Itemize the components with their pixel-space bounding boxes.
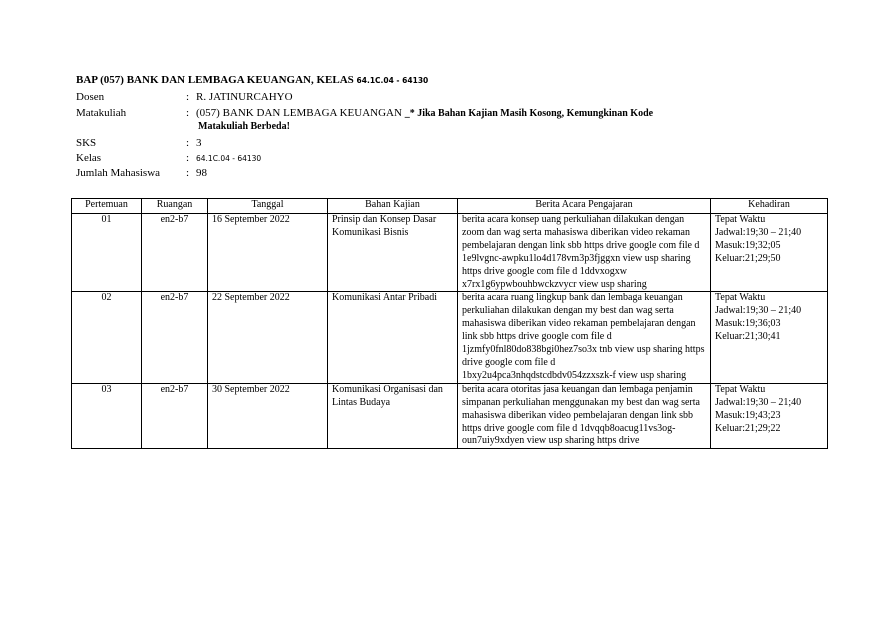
- field-label: Jumlah Mahasiswa: [76, 167, 161, 179]
- bap-table: [71, 198, 828, 449]
- table-row: [72, 292, 828, 383]
- field-value: 64.1C.04 - 64130: [196, 154, 262, 163]
- col-header-bahan-kajian: Bahan Kajian: [328, 199, 458, 214]
- title-class-code: 64.1C.04 - 64130: [356, 76, 429, 85]
- matakuliah-name: (057) BANK DAN LEMBAGA KEUANGAN: [196, 107, 402, 119]
- kehadiran-keluar: Keluar:21;29;50: [715, 252, 781, 264]
- field-colon: :: [186, 152, 190, 164]
- field-colon: :: [186, 137, 190, 149]
- col-header-ruangan: Ruangan: [142, 199, 208, 214]
- field-colon: :: [186, 91, 190, 103]
- cell-tanggal: 16 September 2022: [208, 214, 328, 292]
- kehadiran-status: Tepat Waktu: [715, 292, 766, 304]
- kehadiran-jadwal: Jadwal:19;30 – 21;40: [715, 396, 802, 408]
- col-header-berita-acara: Berita Acara Pengajaran: [458, 199, 711, 214]
- kehadiran-jadwal: Jadwal:19;30 – 21;40: [715, 305, 802, 317]
- cell-bahan-kajian: Prinsip dan Konsep Dasar Komunikasi Bisnis: [328, 214, 458, 292]
- kehadiran-masuk: Masuk:19;43;23: [715, 409, 781, 421]
- kehadiran-jadwal: Jadwal:19;30 – 21;40: [715, 226, 802, 238]
- col-header-kehadiran: Kehadiran: [711, 199, 828, 214]
- matakuliah-warning-cont: Matakuliah Berbeda!: [198, 121, 290, 132]
- kehadiran-masuk: Masuk:19;32;05: [715, 239, 781, 251]
- kehadiran-masuk: Masuk:19;36;03: [715, 318, 781, 330]
- table-row: [72, 383, 828, 449]
- field-value: 98: [196, 167, 207, 179]
- field-label: Dosen: [76, 91, 105, 103]
- table-row: [72, 214, 828, 292]
- cell-kehadiran: [711, 383, 828, 449]
- field-value: R. JATINURCAHYO: [196, 91, 293, 103]
- cell-ruangan: en2-b7: [142, 214, 208, 292]
- col-header-pertemuan: Pertemuan: [72, 199, 142, 214]
- field-label: SKS: [76, 137, 97, 149]
- cell-pertemuan: 01: [72, 214, 142, 292]
- cell-berita-acara: berita acara otoritas jasa keuangan dan lembaga penjamin simpanan perkuliahan menggunakan my best dan wag serta mahasiswa diberikan video pembelajaran dengan link sbb https drive google com file d 1dvqqb8oacug11vs3og-oun7uiy9xdyen view usp sharing https drive: [458, 383, 711, 449]
- cell-berita-acara: berita acara konsep uang perkuliahan dilakukan dengan zoom dan wag serta mahasiswa diberikan video rekaman pembelajaran dengan link sbb https drive google com file d 1e9lvgnc-awpku1lo4d178vm3p3fjggxn view usp sharing https drive google com file d 1ddvxogxw x7rx1g6ypwbouhbwckzvycr view usp sharing: [458, 214, 711, 292]
- cell-ruangan: en2-b7: [142, 292, 208, 383]
- cell-berita-acara: berita acara ruang lingkup bank dan lembaga keuangan perkuliahan dilakukan dengan my best dan wag serta mahasiswa diberikan video rekaman pembelajaran dengan link sbb https drive google com file d 1jzmfy0fnl80do838bgi0hez7so3x tnb view usp sharing https drive google com file d 1bxy2u4pca3nhqdstcdbdv054zzxszk-f view usp sharing: [458, 292, 711, 383]
- col-header-tanggal: Tanggal: [208, 199, 328, 214]
- kehadiran-status: Tepat Waktu: [715, 383, 766, 395]
- cell-bahan-kajian: Komunikasi Antar Pribadi: [328, 292, 458, 383]
- kehadiran-status: Tepat Waktu: [715, 214, 766, 225]
- field-value: [196, 107, 653, 119]
- document-title: [76, 74, 428, 86]
- cell-ruangan: en2-b7: [142, 383, 208, 449]
- cell-tanggal: 22 September 2022: [208, 292, 328, 383]
- kehadiran-keluar: Keluar:21;30;41: [715, 331, 781, 343]
- field-colon: :: [186, 167, 190, 179]
- cell-kehadiran: [711, 214, 828, 292]
- cell-pertemuan: 03: [72, 383, 142, 449]
- field-value: 3: [196, 137, 202, 149]
- cell-pertemuan: 02: [72, 292, 142, 383]
- field-label: Matakuliah: [76, 107, 127, 119]
- field-label: Kelas: [76, 152, 102, 164]
- field-colon: :: [186, 107, 190, 119]
- cell-kehadiran: [711, 292, 828, 383]
- cell-bahan-kajian: Komunikasi Organisasi dan Lintas Budaya: [328, 383, 458, 449]
- matakuliah-warning: _* Jika Bahan Kajian Masih Kosong, Kemungkinan Kode: [404, 108, 654, 119]
- title-text: BAP (057) BANK DAN LEMBAGA KEUANGAN, KELAS: [76, 74, 354, 86]
- table-header-row: [72, 199, 828, 214]
- cell-tanggal: 30 September 2022: [208, 383, 328, 449]
- kehadiran-keluar: Keluar:21;29;22: [715, 422, 781, 434]
